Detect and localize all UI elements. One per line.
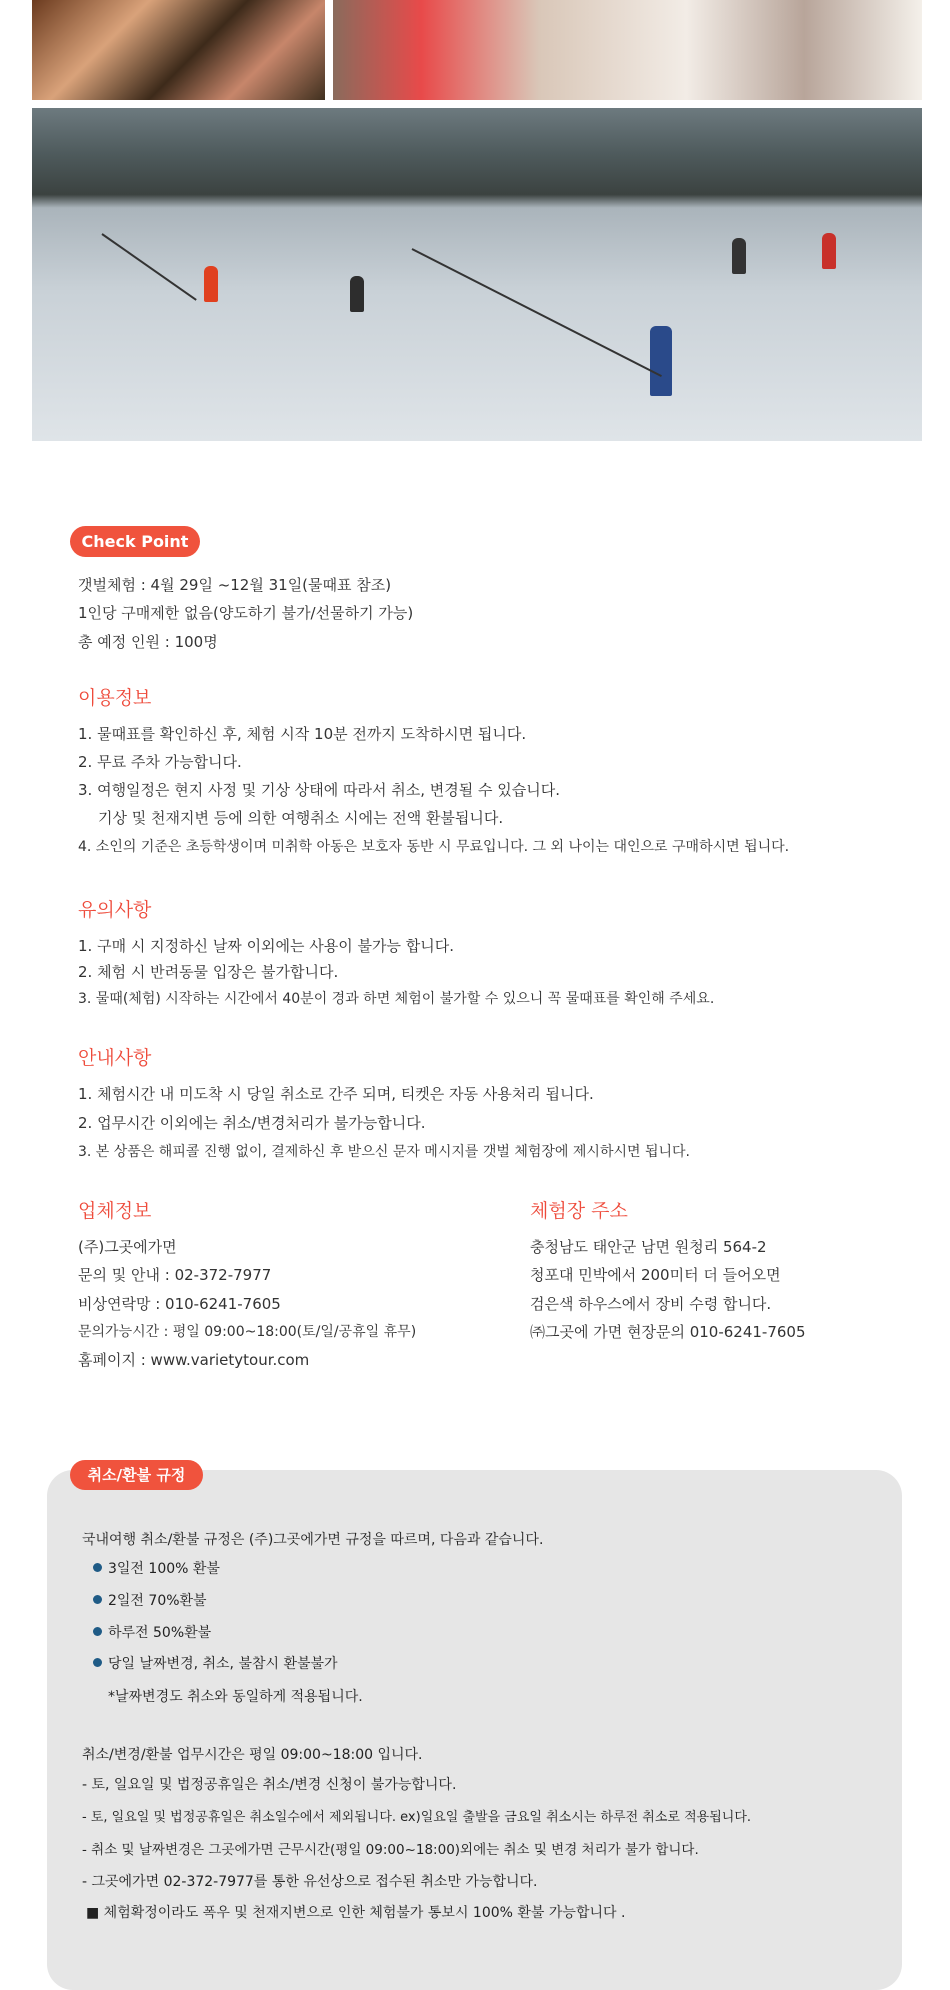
- fishing-photo: [32, 108, 922, 441]
- guide-item: 2. 업무시간 이외에는 취소/변경처리가 불가능합니다.: [78, 1114, 426, 1132]
- refund-rule: ■ 체험확정이라도 폭우 및 천재지변으로 인한 체험불가 통보시 100% 환불 가능합니다 .: [86, 1905, 626, 1921]
- refund-rule: - 그곳에가면 02-372-7977를 통한 유선상으로 접수된 취소만 가능합니다.: [82, 1874, 538, 1890]
- company-heading: 업체정보: [78, 1200, 152, 1222]
- caution-heading: 유의사항: [78, 899, 152, 921]
- refund-bullet: 당일 날짜변경, 취소, 불참시 환불불가: [108, 1656, 338, 1672]
- caution-item: 1. 구매 시 지정하신 날짜 이외에는 사용이 불가능 합니다.: [78, 937, 455, 955]
- market-photo: [333, 0, 922, 100]
- usage-item: 기상 및 천재지변 등에 의한 여행취소 시에는 전액 환불됩니다.: [98, 809, 504, 827]
- refund-rule: - 토, 일요일 및 법정공휴일은 취소일수에서 제외됩니다. ex)일요일 출발을 금요일 취소시는 하루전 취소로 적용됩니다.: [82, 1810, 752, 1825]
- company-line: 비상연락망 : 010-6241-7605: [78, 1295, 281, 1313]
- usage-item: 4. 소인의 기준은 초등학생이며 미취학 아동은 보호자 동반 시 무료입니다. 그 외 나이는 대인으로 구매하시면 됩니다.: [78, 839, 790, 855]
- person-figure: [732, 238, 746, 274]
- bullet-icon: [93, 1627, 102, 1636]
- bullet-icon: [93, 1595, 102, 1604]
- address-line: 검은색 하우스에서 장비 수령 합니다.: [530, 1295, 772, 1313]
- person-figure: [650, 326, 672, 396]
- refund-note: *날짜변경도 취소와 동일하게 적용됩니다.: [108, 1689, 363, 1705]
- checkpoint-line: 총 예정 인원 : 100명: [78, 633, 218, 651]
- usage-item: 2. 무료 주차 가능합니다.: [78, 753, 242, 771]
- guide-item: 3. 본 상품은 해피콜 진행 없이, 결제하신 후 받으신 문자 메시지를 갯벌 체험장에 제시하시면 됩니다.: [78, 1144, 690, 1160]
- address-line: 충청남도 태안군 남면 원청리 564-2: [530, 1238, 767, 1256]
- refund-bullet: 하루전 50%환불: [108, 1625, 212, 1641]
- address-line: 청포대 민박에서 200미터 더 들어오면: [530, 1266, 781, 1284]
- refund-hours: 취소/변경/환불 업무시간은 평일 09:00~18:00 입니다.: [82, 1747, 423, 1763]
- refund-intro: 국내여행 취소/환불 규정은 (주)그곳에가면 규정을 따르며, 다음과 같습니다.: [82, 1532, 544, 1548]
- seafood-photo: [32, 0, 325, 100]
- address-heading: 체험장 주소: [530, 1200, 628, 1222]
- guide-heading: 안내사항: [78, 1047, 152, 1069]
- fishing-rod: [412, 248, 662, 377]
- person-figure: [822, 233, 836, 269]
- fishing-rod: [101, 233, 196, 301]
- bullet-icon: [93, 1563, 102, 1572]
- person-figure: [204, 266, 218, 302]
- company-line: (주)그곳에가면: [78, 1238, 177, 1256]
- address-line: ㈜그곳에 가면 현장문의 010-6241-7605: [530, 1323, 806, 1341]
- refund-bullet: 3일전 100% 환불: [108, 1561, 220, 1577]
- refund-rule: - 취소 및 날짜변경은 그곳에가면 근무시간(평일 09:00~18:00)외에는 취소 및 변경 처리가 불가 합니다.: [82, 1842, 699, 1858]
- refund-bullet: 2일전 70%환불: [108, 1593, 207, 1609]
- usage-item: 1. 물때표를 확인하신 후, 체험 시작 10분 전까지 도착하시면 됩니다.: [78, 725, 527, 743]
- checkpoint-line: 1인당 구매제한 없음(양도하기 불가/선물하기 가능): [78, 604, 414, 622]
- refund-rule: - 토, 일요일 및 법정공휴일은 취소/변경 신청이 불가능합니다.: [82, 1777, 457, 1793]
- bullet-icon: [93, 1658, 102, 1667]
- check-point-badge: Check Point: [70, 526, 200, 557]
- company-line: 문의 및 안내 : 02-372-7977: [78, 1266, 272, 1284]
- caution-item: 3. 물때(체험) 시작하는 시간에서 40분이 경과 하면 체험이 불가할 수 있으니 꼭 물때표를 확인해 주세요.: [78, 991, 715, 1007]
- checkpoint-line: 갯벌체험 : 4월 29일 ~12월 31일(물때표 참조): [78, 576, 392, 594]
- usage-heading: 이용정보: [78, 687, 152, 709]
- usage-item: 3. 여행일정은 현지 사정 및 기상 상태에 따라서 취소, 변경될 수 있습니다.: [78, 781, 561, 799]
- company-line: 문의가능시간 : 평일 09:00~18:00(토/일/공휴일 휴무): [78, 1324, 417, 1340]
- refund-policy-badge: 취소/환불 규정: [70, 1460, 203, 1490]
- caution-item: 2. 체험 시 반려동물 입장은 불가합니다.: [78, 963, 339, 981]
- homepage-link[interactable]: 홈페이지 : www.varietytour.com: [78, 1351, 310, 1369]
- guide-item: 1. 체험시간 내 미도착 시 당일 취소로 간주 되며, 티켓은 자동 사용처리 됩니다.: [78, 1085, 594, 1103]
- person-figure: [350, 276, 364, 312]
